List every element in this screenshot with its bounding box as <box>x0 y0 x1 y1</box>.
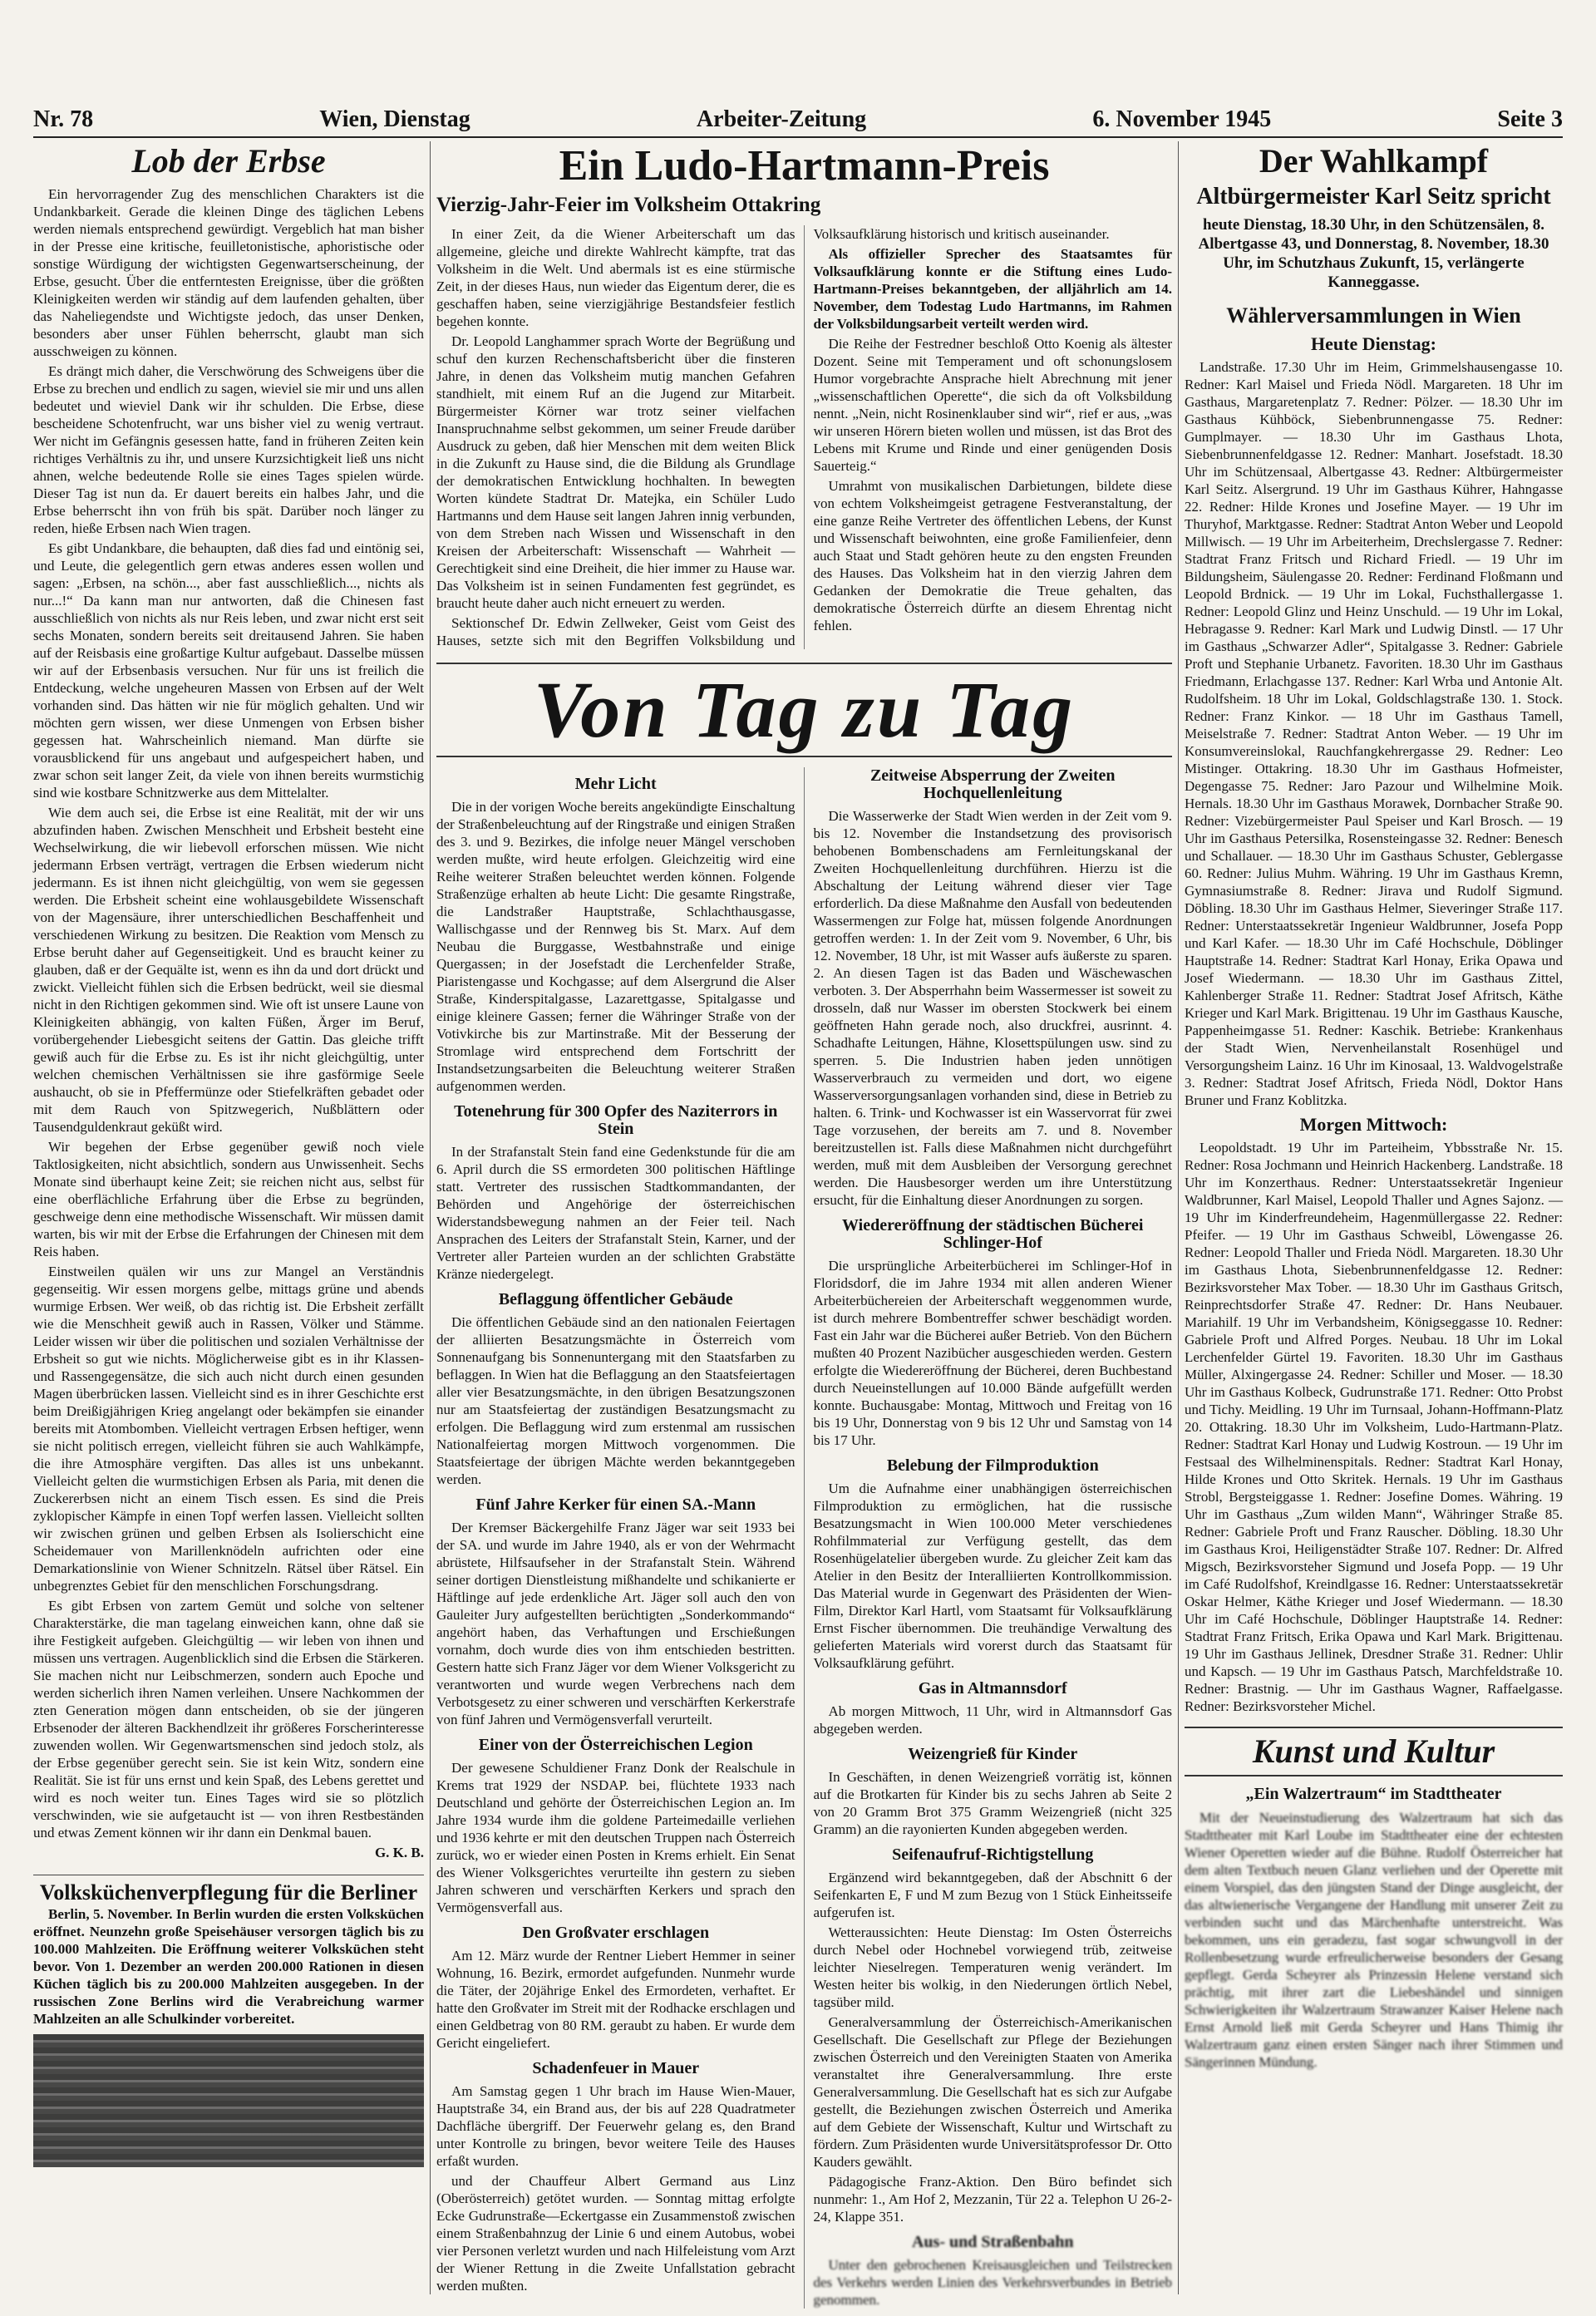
news-briefs <box>436 767 1172 2309</box>
article-subtitle-hartmann: Vierzig-Jahr-Feier im Volksheim Ottakring <box>436 194 821 216</box>
column-center <box>436 141 1172 2308</box>
news-text: Ab morgen Mittwoch, 11 Uhr, wird in Altmannsdorf Gas abgegeben werden. <box>813 1703 1172 1737</box>
news-text: Der gewesene Schuldiener Franz Donk der Realschule in Krems trat 1929 der NSDAP. bei, flüchtete 1933 nach Deutschland und gehörte der Österreichischen Legion an. Im Jahre 1934 wurde ihm die goldene Parteimedaille verliehen und 1936 kehrte er mit den deutschen Truppen nach Österreich zurück, wo er wieder einen Posten in Krems erhielt. Ein Senat des Wiener Volksgerichtes verurteilte ihn gestern zu sieben Jahren schweren und verschärften Kerkers und sprach den Vermögensverfall aus. <box>436 1760 796 1915</box>
news-headline: Weizengrieß für Kinder <box>908 1745 1078 1763</box>
today-label: Heute Dienstag: <box>1311 333 1436 354</box>
news-text: Die Wasserwerke der Stadt Wien werden in der Zeit vom 9. bis 12. November die Instandsetzung des provisorisch behobenen Bombenschadens am Fernleitungskanal der Zweiten Hochquellenleitung durchführen. Hierzu ist die Abschaltung der Leitung während dieser vier Tage erforderlich. Da diese Maßnahme den Ausfall von bedeutenden Wassermengen zur Folge hat, müssen folgende Anordnungen getroffen werden: 1. In der Zeit vom 9. November, 6 Uhr, bis 12. November, 18 Uhr, ist mit Wasser aufs äußerste zu sparen. 2. An diesen Tagen ist das Baden und Wäschewaschen verboten. 3. Der Absperrhahn beim Wassermesser ist soweit zu drosseln, daß nur Wasser im obersten Stockwerk bei einem geöffneten Hahn gerade noch, also druckfrei, ausrinnt. 4. Schadhafte Leitungen, Hähne, Klosettspülungen usw. sind zu sperren. 5. Die Industrien haben jeden unnötigen Wasserverbrauch zu vermeiden und dort, wo eigene Wasserversorgungsanlagen vorhanden sind, diese in Betrieb zu halten. 6. Trink- und Kochwasser ist ein Wasservorrat für zwei Tage vorzusehen, der bereits am 7. und 8. November bereitzustellen ist. Falls diese Maßnahmen nicht durchgeführt werden, muß mit dem Ausbleiben der Versorgung gerechnet werden. Die Hausbesorger werden um ihre Unterstützung ersucht, für die Einhaltung dieser Anordnungen zu sorgen. <box>813 808 1172 1208</box>
news-text: und der Chauffeur Albert Germand aus Linz (Oberösterreich) getötet wurden. — Sonntag mittag erfolgte Ecke Gudrunstraße—Eckertgasse ein Zusammenstoß zwischen einem Straßenbahnzug der Linie 6 und einem Autobus, wobei vier Personen verletzt wurden und nach Hilfeleistung vom Arzt der Wiener Rettung in die Zweite Unfallstation gebracht werden mußten. <box>436 2173 796 2294</box>
paragraph: Berlin, 5. November. In Berlin wurden die ersten Volksküchen eröffnet. Neunzehn große Speisehäuser versorgen täglich bis zu 100.000 Mahlzeiten. Die Eröffnung weiterer Volksküchen steht bevor. Von 1. Dezember an werden 200.000 Rationen in diesen Küchen täglich bis zu 200.000 Mahlzeiten ausgegeben. In der russischen Zone Berlins wird die Verabreichung warmer Mahlzeiten an alle Schulkinder vorbereitet. <box>33 1906 424 2027</box>
news-headline: Fünf Jahre Kerker für einen SA.-Mann <box>475 1496 756 1514</box>
page-number: Seite 3 <box>1497 106 1563 132</box>
paragraph: Wir begehen der Erbse gegenüber gewiß noch viele Taktlosigkeiten, nicht absichtlich, sondern aus Unwissenheit. Sechs Monate sind überhaupt keine Zeit; sie reichen nicht aus, selbst für eine oberflächliche Erfahrung über die Erbse zu begründen, geschweige denn eine methodische Wissenschaft. Wir müssen damit warten, bis wir mit der Erbse die Erfahrungen der Chinesen mit dem Reis haben. <box>33 1139 424 1259</box>
news-text: Generalversammlung der Österreichisch-Amerikanischen Gesellschaft. Die Gesellschaft zur Pflege der Beziehungen zwischen Österreich und den Vereinigten Staaten von Amerika veranstaltet ihre Generalversammlung. Ihre erste Generalversammlung. Die Gesellschaft hat es sich zur Aufgabe gestellt, die Beziehungen zwischen Österreich und Amerika auf dem Gebiete der Wissenschaft, Kultur und Wirtschaft zu fördern. Zum Präsidenten wurde Universitätsprofessor Dr. Otto Kauders gewählt. <box>813 2014 1172 2170</box>
news-item <box>814 2234 1173 2309</box>
news-text: Die öffentlichen Gebäude sind an den nationalen Feiertagen der alliierten Besatzungsmächte in Österreich vom Sonnenaufgang bis Sonnenuntergang mit den Staatsfarben zu beflaggen. In Wien hat die Beflaggung an den Staatsfeiertagen aller vier Besatzungsmächte, in den übrigen Besatzungszonen nur am Staatsfeiertag der zuständigen Besatzungsmacht zu erfolgen. Die Beflaggung wird zum erstenmal am russischen Nationalfeiertag morgen Mittwoch vorgenommen. Die Staatsfeiertage der übrigen Mächte werden bekanntgegeben werden. <box>436 1314 796 1487</box>
news-item <box>436 1924 796 2052</box>
news-item <box>436 1496 796 1728</box>
illegible-text-block <box>33 2034 424 2167</box>
news-headline: Zeitweise Absperrung der Zweiten Hochquellenleitung <box>869 766 1116 802</box>
article-title-erbse: Lob der Erbse <box>131 142 326 180</box>
news-item <box>814 1457 1173 1672</box>
news-text: Am Samstag gegen 1 Uhr brach im Hause Wien-Mauer, Hauptstraße 34, ein Brand aus, der bis auf 228 Quadratmeter Dachfläche übergriff. Der Feuerwehr gelang es, den Brand unter Kontrolle zu bringen, bevor weitere Teile des Hauses erfaßt wurden. <box>436 2083 796 2169</box>
news-item <box>436 776 796 1095</box>
paragraph: Dr. Leopold Langhammer sprach Worte der Begrüßung und schuf den kurzen Rechenschaftsbericht über die finsteren Jahre, in denen das Volksheim mutig manchen Gefahren standhielt, mit einem Ruf an die Jugend zur Mitarbeit. Bürgermeister Körner war trotz seiner vielfachen Inanspruchnahme selbst gekommen, um seiner Freude darüber Ausdruck zu geben, daß hier Menschen mit dem weiten Blick in die Zukunft zu Hause sind, die die Bildung als Grundlage der demokratischen Entwicklung hochhalten. In bewegten Worten kündete Stadtrat Dr. Matejka, ein Schüler Ludo Hartmanns und dem Hause seit langen Jahren innig verbunden, von dem Streben nach Wissen und Wissenschaft in den Kreisen der Arbeiterschaft: Wissenschaft — Wahrheit — Gerechtigkeit sind eine Dreiheit, die hier immer zu Hause war. Das Volksheim ist in seinen Fundamenten fest gegründet, es braucht heute daher auch nicht erneuert zu werden. <box>436 333 796 611</box>
paragraph: Einstweilen quälen wir uns zur Mangel an Verständnis gegenseitig. Wir essen morgens gelbe, mittags grüne und abends wurmige Erbsen. Wer weiß, ob das richtig ist. Die Erbsheit zerfällt wie die Menschheit gewiß auch in Rassen, Völker und Stämme. Leider wissen wir über die politischen und sozialen Verhältnisse der Erbsheit so gut wie nichts. Möglicherweise gibt es in ihr Klassen- und Rassengegensätze, die sich auch nicht durch einen gesunden Magen überbrücken lassen. Vielleicht sind es in ihrer Geschichte erst beim Dreißigjährigen Krieg angelangt oder bekämpfen sie einander bereits mit Atombomben. Vielleicht vertragen Erbsen heftiger, wenn sie nicht politisch erregen, vielleicht führen sie auch Wahlkämpfe, die ihre Atmosphäre vergiften. Das alles ist uns unbekannt. Vielleicht gelten die wurmstichigen Erbsen als Paria, mit denen die Zuckererbsen nicht an einem Tisch essen. Es sind die Preis zyklopischer Kämpfe in einen Topf werfen lassen. Vielleicht sollten wir zwischen grünen und gelben Erbsen als Isolierschicht eine Scheidemauer von Marillenknödeln aufrichten oder eine Demarkationslinie von Wiener Schnitzeln. Rätsel über Rätsel. Ein unbegrenztes Gebiet für den menschlichen Forschungsdrang. <box>33 1264 424 1594</box>
news-headline: Beflaggung öffentlicher Gebäude <box>498 1290 733 1308</box>
paragraph: Es drängt mich daher, die Verschwörung des Schweigens über die Erbse zu brechen und endlich zu sagen, wieviel sie mir und uns allen bedeutet und wieviel Dank wir ihr schulden. Die Erbse, diese bescheidene Schotenfrucht, war uns bisher viel zu wenig vertraut. Wer nicht im Gefängnis gesessen hatte, fand in früheren Zeiten kein richtiges Verhältnis zu ihr, und unsere Kurzsichtigkeit ließ uns nicht ahnen, welche bedeutende Rolle sie eines Tages spielen würde. Dieser Tag ist nun da. Er dauert bereits ein halbes Jahr, und die Erbse beherrscht ihn von früh bis spät. Darüber noch länger zu reden, hieße Erbsen nach Wien tragen. <box>33 363 424 536</box>
issue-date: 6. November 1945 <box>1092 106 1272 132</box>
news-item <box>814 1746 1173 1838</box>
news-text: In Geschäften, in denen Weizengrieß vorrätig ist, können auf die Brotkarten für Kinder bis zu sechs Jahren ab Seite 2 von 20 Gramm Brot 375 Gramm Weizengrieß (nicht 325 Gramm) an die rayonierten Kunden abgegeben werden. <box>813 1769 1172 1837</box>
column-rule <box>1178 141 1179 2294</box>
article-title-wahlkampf: Der Wahlkampf <box>1259 142 1489 180</box>
paragraph: Ein hervorragender Zug des menschlichen Charakters ist die Undankbarkeit. Gerade die kleinen Dinge des täglichen Lebens werden niemals entsprechend gewürdigt. Vergeblich hat man bisher in der Presse eine kritische, feuilletonistische, aphoristische oder sonstige Würdigung der wichtigsten Gegenwartserscheinung, der Erbse, gesucht. Über die entferntesten Ereignisse, über die größten Kleinigkeiten werden wir ständig auf dem laufenden gehalten, über das Naheliegendste und Wichtigste jedoch, das unser Denken, besonders aber unser Fühlen beherrscht, glaubt man sich ausschweigen zu können. <box>33 186 424 359</box>
news-item <box>814 1924 1173 2011</box>
news-item <box>436 2172 796 2294</box>
news-headline: Seifenaufruf-Richtigstellung <box>892 1845 1094 1864</box>
news-item <box>814 1680 1173 1737</box>
author-signature: G. K. B. <box>374 1845 424 1860</box>
paragraph: Als offizieller Sprecher des Staatsamtes für Volksaufklärung konnte er die Stiftung eines Ludo-Hartmann-Preises bekanntgeben, der alljährlich am 14. November, dem Todestag Ludo Hartmanns, im Rahmen der Volksbildungsarbeit verteilt werden wird. <box>813 246 1172 332</box>
news-headline: Den Großvater erschlagen <box>522 1924 710 1942</box>
paragraph: Die Reihe der Festredner beschloß Otto Koenig als ältester Dozent. Seine mit Temperament und oft schonungslosem Humor vorgebrachte Ansprache hielt Abrechnung mit jener „wissenschaftlichen Operette“, die sich da oft Volksbildung nennt. „Nein, nicht Rosinenklauber sind wir“, rief er aus, „was wir unseren Hörern bieten wollen und müssen, ist das Brot des Lebens mit Krume und Rinde und einer genügenden Dosis Sauerteig.“ <box>813 336 1172 474</box>
column-rule <box>430 141 431 2294</box>
news-item <box>814 1846 1173 1921</box>
news-headline: Belebung der Filmproduktion <box>886 1456 1099 1475</box>
meetings-list: Landstraße. 17.30 Uhr im Heim, Grimmelshausengasse 10. Redner: Karl Maisel und Frieda Nödl. Margareten. 18 Uhr im Gasthaus, Margaretenplatz 7. Redner: Pölzer. — 18.30 Uhr im Gasthaus Kühböck, Siebenbrunnengasse 75. Redner: Gumplmayer. — 18.30 Uhr im Gasthaus Lhota, Siebenbrunnenfeldgasse 12. Redner: Manhart. Josefstadt. 18.30 Uhr im Schützensaal, Albertgasse 43. Redner: Altbürgermeister Karl Seitz. Alsergrund. 19 Uhr im Gasthaus Kührer, Hahngasse 22. Redner: Hilde Krones und Josefine Mayer. — 19 Uhr im Thuryhof, Marktgasse. Redner: Stadtrat Anton Weber und Leopold Millwisch. — 19 Uhr im Arbeiterheim, Drechslergasse 7. Redner: Stadtrat Franz Fritsch und Richard Friedl. — 19 Uhr im Bildungsheim, Säulengasse 20. Redner: Ferdinand Floßmann und Leopold Brdnick. — 19 Uhr im Lokal, Fuchsthallergasse 1. Redner: Leopold Glinz und Heinz Unschuld. — 19 Uhr im Lokal, Hebragasse 9. Redner: Karl Mark und Ludwig Dinstl. — 17 Uhr im Gasthaus „Schwarzer Adler“, Spitalgasse 3. Redner: Gabriele Proft und Stephanie Urbanetz. Favoriten. 18.30 Uhr im Gasthaus Friedmann, Erlachgasse 137. Redner: Karl Wrba und Antonie Alt. Rudolfsheim. 18 Uhr im Lokal, Goldschlagstraße 130. 1. Stock. Redner: Franz Kinkor. — 18 Uhr im Gasthaus Tamell, Meiselstraße 7. Redner: Stadtrat Anton Weber. — 19 Uhr im Konsumvereinslokal, Rauchfangkehrergasse 29. Redner: Leo Mistinger. Ottakring. 18.30 Uhr im Gasthaus Hofmeister, Degengasse 75. Redner: Jaro Pazour und Wilhelmine Moik. Hernals. 18.30 Uhr im Gasthaus Morawek, Dornbacher Straße 90. Redner: Vizebürgermeister Paul Speiser und Karl Brosch. — 19 Uhr im Gasthaus Petersilka, Rosensteingasse 32. Redner: Benesch und Schallauer. — 18.30 Uhr im Gasthaus Schuster, Geblergasse 60. Redner: Julius Muhm. Währing. 19 Uhr im Gasthaus Kremn, Gymnasiumstraße 8. Redner: Jirava und Rudolf Sigmund. Döbling. 18.30 Uhr im Gasthaus Helmer, Sieveringer Straße 117. Redner: Unterstaatssekretär Ingenieur Waldbrunner, Josefa Popp und Karl Kafer. — 18.30 Uhr im Café Hochschule, Döblinger Hauptstraße 14. Redner: Stadtrat Karl Honay, Erika Opawa und Josef Wiedermann. — 18.30 Uhr im Gasthaus Zittel, Kahlenberger Straße 11. Redner: Stadtrat Josef Afritsch, Käthe Krieger und Karl Mark. Brigittenau. 19 Uhr im Gasthaus Kausche, Pappenheimgasse 51. Redner: Kaschik. Betriebe: Krankenhaus der Stadt Wien, Nervenheilanstalt Rosenhügel und Versorgungsheim Lainz. 16 Uhr im Kinosaal, 13. Waldvogelstraße 3. Redner: Stadtrat Josef Afritsch, Frieda Nödl, Doktor Hans Bruner und Franz Koblitzka. <box>1185 359 1563 1108</box>
news-text: Um die Aufnahme einer unabhängigen österreichischen Filmproduktion zu ermöglichen, hat die russische Besatzungsmacht in Wien 100.000 Meter verschiedenes Rohfilmmaterial zur Verfügung gestellt, das dem Rosenhügelatelier übergeben wurde. Zu gleicher Zeit kam das Atelier in den Besitz der Interalliierten Kontrollkommission. Das Material wurde in Gegenwart des Präsidenten der Wien-Film, Direktor Karl Hartl, vom Staatsamt für Volksaufklärung Ernst Fischer übernommen. Die treuhändige Verwaltung des gelieferten Materials wird vorerst durch das Staatsamt für Volksaufklärung geführt. <box>813 1481 1172 1671</box>
news-item <box>436 1291 796 1488</box>
section-banner-von-tag-zu-tag: Von Tag zu Tag <box>436 663 1172 757</box>
paper-name: Arbeiter-Zeitung <box>696 106 867 132</box>
article-title-walzertraum: „Ein Walzertraum“ im Stadttheater <box>1245 1785 1502 1803</box>
news-item <box>814 2013 1173 2171</box>
place-day: Wien, Dienstag <box>319 106 470 132</box>
news-headline: Aus- und Straßenbahn <box>911 2233 1074 2251</box>
news-headline: Gas in Altmannsdorf <box>918 1679 1067 1698</box>
article-title-volkskuechen: Volksküchenverpflegung für die Berliner <box>33 1875 424 1905</box>
news-text: In der Strafanstalt Stein fand eine Gedenkstunde für die am 6. April durch die SS ermordeten 300 politischen Häftlinge statt. Vertreter des russischen Stadtkommandanten, der Behörden und Angehörige der österreichischen Widerstandsbewegung nahmen an der Feier teil. Nach Ansprachen des Leiters der Strafanstalt Stein, Karner, und der Vertreter aller Parteien wurden an der schlichten Grabstätte Kränze niedergelegt. <box>436 1144 796 1282</box>
paragraph: Mit der Neueinstudierung des Walzertraum hat sich das Stadttheater mit Karl Loube im Stadttheater eine der echtesten Wiener Operetten wieder auf die Bühne. Rudolf Österreicher hat dem alten Textbuch neuen Glanz verliehen und der Operette mit einem Vorspiel, das den jüngsten Stand der Dinge ausgleicht, der das altwienerische Vergangene der Handlung mit unserer Zeit zu verbinden sucht und das Märchenhafte unterstreicht. Was bekommen, uns ein geradezu, fast sogar schwungvoll in der Rollenbesetzung wurde erfreulicherweise besonders der Gesang gepflegt. Gerda Scheyrer als Prinzessin Helene verstand sich prächtig, mit ihrer zart die Liebeshändel und sinnigen Schwierigkeiten ihr Walzertraum Strawanzer Kaiser Helene nach Ernst Arnold ließ mit Gerda Scheyrer und Hans Thimig ihr Walzertraum ganz einen ersten Sänger nach ihrer Stimmen und Sängerinnen Mündung. <box>1185 1810 1563 2070</box>
news-item <box>436 1103 796 1283</box>
news-headline: Mehr Licht <box>574 775 657 793</box>
article-subtitle-seitz: Altbürgermeister Karl Seitz spricht <box>1196 184 1551 209</box>
news-text: Die in der vorigen Woche bereits angekündigte Einschaltung der Straßenbeleuchtung auf der Ringstraße und einigen Straßen des 3. und 9. Bezirkes, die infolge neuer Mängel verschoben werden mußte, wird heute erfolgen. Gleichzeitig wird eine Reihe weiterer Straßen beleuchtet werden können. Folgende Straßenzüge erhalten ab heute Licht: Die gesamte Ringstraße, die Landstraßer Hauptstraße, Schlachthausgasse, Wallischgasse und der Rennweg bis St. Marx. Auf dem Neubau die Burggasse, Westbahnstraße und einige Quergassen; in der Josefstadt die Lerchenfelder Straße, Piaristengasse und Kochgasse; auf dem Alsergrund die Alser Straße, Kinderspitalgasse, Lazarettgasse, Spitalgasse und einige kleinere Gassen; ferner die Währinger Straße von der Votivkirche bis zur Martinstraße. Mit der Besserung der Stromlage wird entsprechend dem Fortschritt der Instandsetzungsarbeiten die Beleuchtung weiterer Straßen aufgenommen werden. <box>436 799 796 1094</box>
tomorrow-label: Morgen Mittwoch: <box>1299 1114 1448 1135</box>
news-item <box>436 2060 796 2170</box>
paragraph: Es gibt Erbsen von zartem Gemüt und solche von seltener Charakterstärke, die man tagelang einweichen kann, ohne daß sie ihre Festigkeit aufgeben. Gleichgültig — wir leben von ihnen und müssen uns vertragen. Augenblicklich sind die Erbsen die Stärkeren. Sie machen nicht nur Leibschmerzen, sondern auch Epoche und werden sicherlich ihren Namen verleihen. Unsere Nachkommen der zten Generation mögen dann entscheiden, ob sie der jüngeren Erbsenoder der älteren Backhendlzeit ihr größeres Forscherinteresse zuwenden wollen. Wir Gegenwartsmenschen sind jedoch stolz, als der Erbse gegenüber gerecht sein. Sie ist kein Witz, sondern eine Realität. Sie ist für uns ernst und kein Spaß, des Lebens gerettet und wird es noch weiter tun. Eines Tages wird sie so plötzlich verschwinden, wie sie aufgetaucht ist — von ihren Restbeständen und etwas Zement können wir ihr dann ein Denkmal bauen. <box>33 1598 424 1840</box>
news-text: Am 12. März wurde der Rentner Liebert Hemmer in seiner Wohnung, 16. Bezirk, ermordet aufgefunden. Nunmehr wurde die Täter, der 20jährige Enkel des Ermordeten, verhaftet. Er hatte den Großvater im Streit mit der Rodhacke erschlagen und einen Geldbetrag von 80 RM. geraubt zu haben. Er wurde dem Gericht eingeliefert. <box>436 1948 796 2051</box>
news-text: Ergänzend wird bekanntgegeben, daß der Abschnitt 6 der Seifenkarten E, F und M zum Bezug von 1 Stück Einheitsseife aufgerufen ist. <box>813 1870 1172 1920</box>
news-headline: Schadenfeuer in Mauer <box>532 2059 700 2077</box>
issue-number: Nr. 78 <box>33 106 94 132</box>
masthead <box>33 83 1563 138</box>
article-body-volkskuechen <box>33 1905 424 2028</box>
news-item <box>814 767 1173 1209</box>
article-body-hartmann <box>436 225 1172 649</box>
news-headline: Einer von der Österreichischen Legion <box>478 1736 753 1754</box>
paragraph: Wie dem auch sei, die Erbse ist eine Realität, mit der wir uns abzufinden haben. Zwischen Menschheit und Erbsheit besteht eine Wechselwirkung, die wir liebevoll erforschen müssen. Wie nicht jedermann Erbsen verträgt, vertragen die Erbsen wiederum nicht jedermann. Es ist ihnen nicht gleichgültig, von wem sie gegessen werden. Die Erbsheit scheint eine wohlausgebildete Wissenschaft von der Magensäure, ihrer unterschiedlichen Beschaffenheit und verschiedenen Wirkung zu besitzen. Die Reaktion vom Mensch zu Erbse beruht daher auf Gegenseitigkeit. Und es braucht keiner zu glauben, daß er der Gequälte ist, wenn es ihn da und dort drückt und zwickt. Vielleicht fühlen sich die Erbsen bedrückt, weil sie diesmal nicht in den Richtigen gekommen sind. Wie oft ist unsere Laune von Kleinigkeiten abhängig, von kalten Füßen, Ärger im Beruf, vorübergehender Liebesgicht seitens der Gattin. Das gleiche trifft gewiß auch für die Erbse zu. Es ist ihr nicht gleichgültig, unter welchen chemischen Verhältnissen sie ihre gasförmige Seele aushaucht, ob sie in Pfeffermünze oder Stiefelkräften gebadet oder mit dem Rauch von Spitzwegerich, Nußblättern oder Tausendguldenkraut geküßt wird. <box>33 805 424 1135</box>
paragraph: Sektionschef Dr. Edwin Zellweker, Geist vom Geist des Hauses, setzte sich mit den Begriffen Volksbildung und Volksaufklärung historisch und kritisch auseinander. <box>436 226 1110 648</box>
article-body-erbse <box>33 185 424 1861</box>
article-title-hartmann: Ein Ludo-Hartmann-Preis <box>559 142 1050 190</box>
news-text: Die ursprüngliche Arbeiterbücherei im Schlinger-Hof in Floridsdorf, die im Jahre 1934 mit allen anderen Wiener Arbeiterbüchereien der Arbeiterschaft weggenommen wurde, ist durch mehrere Bombentreffer schwer beschädigt worden. Fast ein Jahr war die Bücherei außer Betrieb. Von den Büchern mußten 40 Prozent Nazibücher ausgeschieden werden. Gestern erfolgte die Wiedereröffnung der Bücherei, deren Buchbestand durch Neueinstellungen auf 10.000 Bände aufgefüllt werden konnte. Buchausgabe: Montag, Mittwoch und Freitag von 16 bis 19 Uhr, Donnerstag von 9 bis 12 Uhr und Samstag von 14 bis 17 Uhr. <box>813 1258 1172 1448</box>
paragraph: Es gibt Undankbare, die behaupten, daß dies fad und eintönig sei, und Leute, die gelegentlich gern etwas anderes essen wollen und sagen: „Erbsen, na schön..., aber fast ausschließlich..., nichts als nur...!“ Da kann man nur antworten, daß die Chinesen fast ausschließlich von nichts als nur Reis leben, und zwar nicht erst seit sechs Monaten, sondern bereits seit dreitausend Jahren. Sie haben auf der Reisbasis eine großartige Kultur aufgebaut. Dasselbe müssen wir auf der Erbsenbasis versuchen. Nur für uns ist freilich die Entdeckung, welche ungeheuren Massen von Erbsen auf der Welt vorhanden sind. Das hätten wir nie für möglich gehalten. Und wir möchten gern wissen, wer diese Unmengen von Erbsen bisher gegessen hat. Wahrscheinlich niemand. Man dürfte sie vorausblickend für uns angebaut und aufgespeichert haben, und zwar schon seit langer Zeit, da viele von ihnen bereits wurmstichig sind wie kostbare Schnitzwerke aus dem Mittelalter. <box>33 540 424 801</box>
section-banner-kunst-und-kultur: Kunst und Kultur <box>1185 1727 1563 1776</box>
meetings-title: Wählerversammlungen in Wien <box>1226 303 1521 328</box>
column-left <box>33 141 424 2294</box>
news-headline: Wiedereröffnung der städtischen Bücherei Schlinger-Hof <box>842 1216 1144 1252</box>
tomorrow-meetings <box>1185 1139 1563 1715</box>
column-right <box>1185 141 1563 2294</box>
news-item <box>436 1737 796 1916</box>
news-text: Der Kremser Bäckergehilfe Franz Jäger war seit 1933 bei der SA. und wurde im Jahre 1940, als er von der Wehrmacht abrüstete, Hilfsaufseher in der Strafanstalt Stein. Während seiner dortigen Dienstleistung mißhandelte und schikanierte er Häftlinge auf jede erdenkliche Art. Jäger soll auch den von Gauleiter Jury aufgestellten berüchtigten „Sonderkommando“ angehört haben, das Verhaftungen und Erschießungen vornahm, doch wurde dies von ihm entschieden bestritten. Gestern hatte sich Franz Jäger vor dem Wiener Volksgericht zu verantworten und wurde wegen Verbrechens nach dem Verbotsgesetz zu einer schweren und verschärften Kerkerstrafe von fünf Jahren und Vermögensverfall verurteilt. <box>436 1520 796 1727</box>
news-text: Unter den gebrochenen Kreisausgleichen und Teilstrecken des Verkehrs werden Linien des Verkehrsverbundes in Betrieb genommen. <box>813 2257 1172 2308</box>
news-item <box>814 2173 1173 2225</box>
seitz-announcement: heute Dienstag, 18.30 Uhr, in den Schützensälen, 8. Albertgasse 43, und Donnerstag, 8. November, 18.30 Uhr, im Schutzhaus Zukunft, 15, verlängerte Kanneggasse. <box>1198 216 1549 291</box>
news-text: Wetteraussichten: Heute Dienstag: Im Osten Österreichs durch Nebel oder Hochnebel vorwiegend trüb, zeitweise leichter Nieselregen. Temperaturen wenig verändert. Im Westen heiter bis wolkig, in den Niederungen örtlich Nebel, tagsüber mild. <box>813 1924 1172 2010</box>
paragraph: Umrahmt von musikalischen Darbietungen, bildete diese von echtem Volksheimgeist getragene Festveranstaltung, der eine ganze Reihe Vertreter des öffentlichen Lebens, der Kunst und Wissenschaft beiwohnten, eine große Familienfeier, denn auch Staat und Stadt gehören heute zu den engsten Freunden des Hauses. Das Volksheim hat in den vierzig Jahren dem Gedanken der Demokratie die Treue gehalten, das demokratische Österreich dürfte an diesem Ehrentag nicht fehlen. <box>813 478 1172 633</box>
today-meetings <box>1185 358 1563 1109</box>
paragraph: In einer Zeit, da die Wiener Arbeiterschaft um das allgemeine, gleiche und direkte Wahlrecht kämpfte, trat das Volksheim in die Welt. Und abermals ist es eine stürmische Zeit, in der dieses Haus, nun wieder das Eigentum derer, die es geschaffen haben, seine vierzigjährige Bestandsfeier festlich begehen konnte. <box>436 226 796 329</box>
article-body-walzertraum <box>1185 1809 1563 2071</box>
meetings-list: Leopoldstadt. 19 Uhr im Parteiheim, Ybbsstraße Nr. 15. Redner: Rosa Jochmann und Heinrich Hackenberg. Landstraße. 18 Uhr im Konzerthaus. Redner: Unterstaatssekretär Ingenieur Waldbrunner, Karl Maisel, Leopold Thaller und Agnes Sajonz. — 19 Uhr im Kinderfreundeheim, Hagenmüllergasse 22. Redner: Pfeifer. — 19 Uhr im Gasthaus Schweibl, Löwengasse 26. Redner: Leopold Thaller und Frieda Nödl. Margareten. 18.30 Uhr im Gasthaus Lhota, Siebenbrunnenfeldgasse 12. Redner: Bezirksvorsteher Max Tober. — 18.30 Uhr im Gasthaus Gritsch, Reinprechtsdorfer Straße 47. Redner: Dr. Hans Neubauer. Mariahilf. 19 Uhr im Verbandsheim, Königseggasse 10. Redner: Gabriele Proft und Alfred Porges. Neubau. 18 Uhr im Lokal Lerchenfelder Gürtel 19. Favoriten. 18.30 Uhr im Gasthaus Müller, Alxingergasse 24. Redner: Schiller und Moser. — 18.30 Uhr im Gasthaus Kolbeck, Gudrunstraße 171. Redner: Otto Probst und Tichy. Meidling. 19 Uhr im Turnsaal, Johann-Hoffmann-Platz 20. Ottakring. 18.30 Uhr im Volksheim, Ludo-Hartmann-Platz. Redner: Stadtrat Karl Honay und Ludwig Kostroun. — 19 Uhr im Festsaal des Wilhelminenspitals. Redner: Stadtrat Karl Honay, Hilde Krones und Otto Skritek. Hernals. 19 Uhr im Gasthaus Strobl, Bergsteiggasse 1. Redner: Josefine Domes. Währing. 19 Uhr im Gasthaus „Zum wilden Mann“, Währinger Straße 85. Redner: Gabriele Proft und Franz Rauscher. Döbling. 18.30 Uhr im Gasthaus Kroi, Heiligenstädter Straße 107. Redner: Dr. Alfred Migsch, Bezirksvorsteher Sigmund und Josefa Popp. — 19 Uhr im Café Rudolfshof, Kreindlgasse 16. Redner: Unterstaatssekretär Oskar Helmer, Käthe Krieger und Josef Wiedermann. — 18.30 Uhr im Café Hochschule, Döblinger Hauptstraße 14. Redner: Stadtrat Franz Fritsch, Erika Opawa und Karl Mark. Brigittenau. 19 Uhr im Gasthaus Jellinek, Dresdner Straße 31. Redner: Uhlir und Kapsch. — 19 Uhr im Gasthaus Patsch, Marchfeldstraße 10. Redner: Brastnig. — Uhr im Gasthaus Wagner, Raffaelgasse. Redner: Bezirksvorsteher Michel. <box>1185 1140 1563 1714</box>
news-item <box>814 1217 1173 1449</box>
news-text: Pädagogische Franz-Aktion. Den Büro befindet sich nunmehr: 1., Am Hof 2, Mezzanin, Tür 22 a. Telephon U 26-2-24, Klappe 351. <box>813 2174 1172 2225</box>
news-headline: Totenehrung für 300 Opfer des Naziterrors in Stein <box>454 1102 778 1138</box>
